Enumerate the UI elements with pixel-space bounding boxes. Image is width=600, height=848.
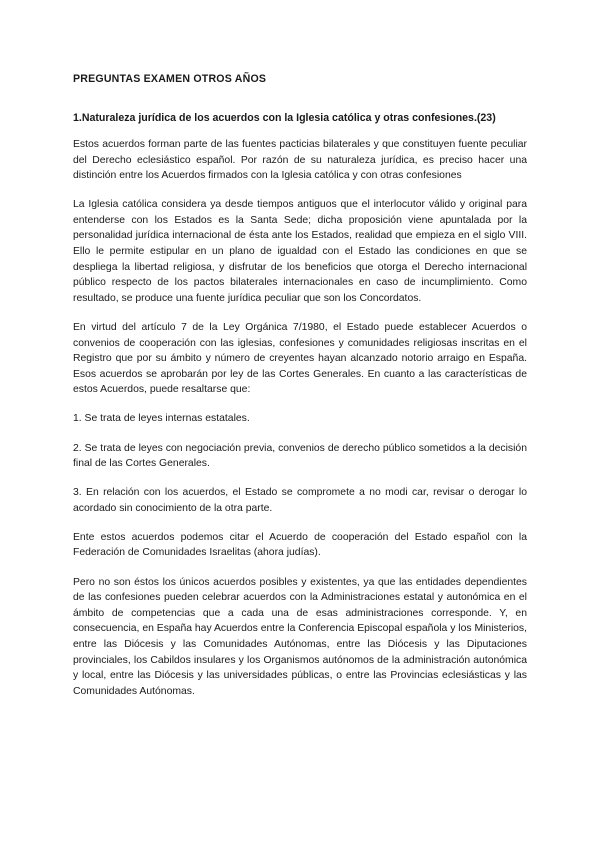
list-item-1: 1. Se trata de leyes internas estatales. (73, 413, 250, 425)
list-item-2: 2. Se trata de leyes con negociación previa, convenios de derecho público sometidos a la decisión final de las Cortes Generales. (73, 442, 527, 470)
question-heading: 1.Naturaleza jurídica de los acuerdos con la Iglesia católica y otras confesiones.(23) (73, 112, 496, 124)
document-title: PREGUNTAS EXAMEN OTROS AÑOS (73, 73, 267, 85)
paragraph-iglesia-catolica: La Iglesia católica considera ya desde tiempos antiguos que el interlocutor válido y original para entenderse con los Estados es la Santa Sede; dicha proposición viene apuntalada por la personalidad jurídica internacional de ésta ante los Estados, realidad que empieza en el siglo VIII. Ello le permite estipular en un plano de igualdad con el Estado las condiciones en que se despliega la libertad religiosa, y disfrutar de los beneficios que otorga el Derecho internacional público respecto de los pactos bilaterales internacionales en caso de incumplimiento. Como resultado, se produce una fuente jurídica peculiar que son los Concordatos. (73, 199, 527, 304)
paragraph-acuerdo-israelitas: Ente estos acuerdos podemos citar el Acuerdo de cooperación del Estado español con la Federación de Comunidades Israelitas (ahora judías). (73, 531, 527, 559)
list-item-3: 3. En relación con los acuerdos, el Estado se compromete a no modi car, revisar o derogar lo acordado sin conocimiento de la otra parte. (73, 487, 527, 514)
paragraph-ley-organica: En virtud del artículo 7 de la Ley Orgánica 7/1980, el Estado puede establecer Acuerdos o convenios de cooperación con las iglesias, confesiones y comunidades religiosas inscritas en el Registro que por su ámbito y número de creyentes hayan alcanzado notorio arraigo en España. Esos acuerdos se aprobarán por ley de las Cortes Generales. En cuanto a las características de estos Acuerdos, puede resaltarse que: (73, 321, 527, 396)
paragraph-otros-acuerdos: Pero no son éstos los únicos acuerdos posibles y existentes, ya que las entidades dependientes de las confesiones pueden celebrar acuerdos con la Administraciones estatal y autonómica en el ámbito de competencias que a cada una de esas administraciones corresponde. Y, en consecuencia, en España hay Acuerdos entre la Conferencia Episcopal española y los Ministerios, entre las Diócesis y las Comunidades Autónomas, entre las Diócesis y las Diputaciones provinciales, los Cabildos insulares y los Organismos autónomos de la administración autonómica y local, entre las Diócesis y las universidades públicas, o entre las Provincias eclesiásticas y las Comunidades Autónomas. (73, 576, 527, 697)
document-body (73, 72, 527, 699)
paragraph-intro: Estos acuerdos forman parte de las fuentes pacticias bilaterales y que constituyen fuente peculiar del Derecho eclesiástico español. Por razón de su naturaleza jurídica, es preciso hacer una distinción entre los Acuerdos firmados con la Iglesia católica y con otras confesiones (73, 139, 527, 182)
